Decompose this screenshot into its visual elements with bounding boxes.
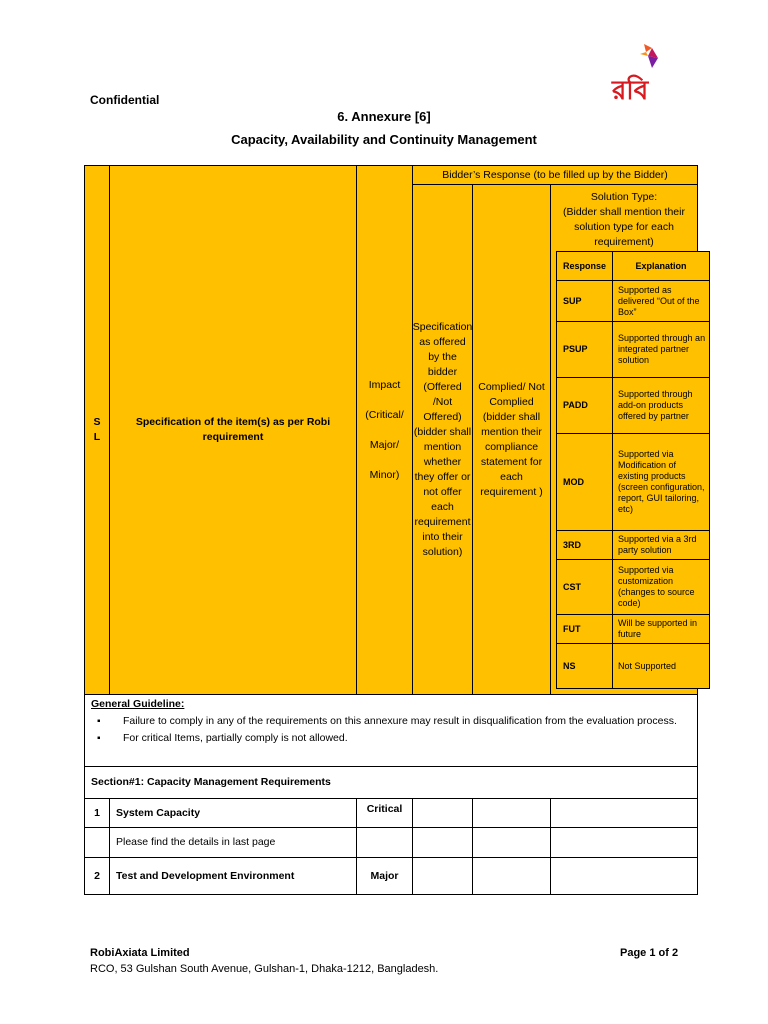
table-row-sl: 2 [84, 857, 110, 895]
solution-code: PADD [556, 377, 613, 434]
solution-type-input-cell[interactable] [550, 798, 698, 828]
confidential-label: Confidential [90, 93, 160, 107]
solution-code: SUP [556, 280, 613, 322]
solution-explanation: Will be supported in future [612, 614, 710, 644]
table-row-sl: 1 [84, 798, 110, 828]
solution-code: FUT [556, 614, 613, 644]
robi-logo [612, 42, 662, 104]
annexure-title: 6. Annexure [6] [337, 109, 431, 124]
section-title: Section#1: Capacity Management Requirements [84, 766, 698, 799]
page-number: Page 1 of 2 [620, 947, 679, 959]
solution-type-input-cell[interactable] [550, 857, 698, 895]
complied-input-cell[interactable] [472, 798, 551, 828]
solution-type-header: Solution Type: (Bidder shall mention their solution type for each requirement) [550, 184, 698, 695]
bidder-response-header [412, 165, 698, 185]
guideline-list [91, 713, 691, 747]
logo-text: রবি [612, 76, 649, 106]
bidder-response-text: Bidder’s Response (to be filled up by the Bidder) [442, 168, 668, 181]
solution-explanation: Supported through add-on products offered by partner [612, 377, 710, 434]
explanation-col-header: Explanation [612, 251, 710, 281]
footer-address: RCO, 53 Gulshan South Avenue, Gulshan-1, Dhaka-1212, Bangladesh. [90, 963, 439, 975]
solution-explanation: Supported via a 3rd party solution [612, 530, 710, 560]
response-col-header: Response [556, 251, 613, 281]
impact-header [356, 165, 413, 695]
solution-explanation: Supported through an integrated partner solution [612, 321, 710, 378]
solution-explanation: Supported via customization (changes to source code) [612, 559, 710, 615]
solution-code: NS [556, 643, 613, 689]
impact-header-text: Impact (Critical/ Major/ Minor) [365, 379, 404, 481]
solution-code: PSUP [556, 321, 613, 378]
complied-input-cell[interactable] [472, 857, 551, 895]
sl-header-text: S L [93, 416, 101, 443]
table-row-item: System Capacity [109, 798, 357, 828]
offered-input-cell[interactable] [412, 798, 473, 828]
solution-explanation: Not Supported [612, 643, 710, 689]
guideline-item: ▪ Failure to comply in any of the requirements on this annexure may result in disqualification from the evaluation process. [105, 713, 691, 730]
guideline-heading: General Guideline: [91, 698, 185, 710]
page-title: Capacity, Availability and Continuity Management [231, 132, 537, 147]
solution-type-input-cell[interactable] [550, 827, 698, 858]
offered-header: Specification as offered by the bidder (Offered /Not Offered) (bidder shall mention whether they offer or not offer each requirement into their solution) [412, 184, 473, 695]
complied-header: Complied/ Not Complied (bidder shall mention their compliance statement for each requirement ) [472, 184, 551, 695]
footer-company: RobiAxiata Limited [90, 947, 190, 959]
solution-code: CST [556, 559, 613, 615]
solution-explanation: Supported as delivered “Out of the Box” [612, 280, 710, 322]
solution-code: 3RD [556, 530, 613, 560]
complied-input-cell[interactable] [472, 827, 551, 858]
offered-input-cell[interactable] [412, 827, 473, 858]
table-row-impact: Major [356, 857, 413, 895]
solution-explanation: Supported via Modification of existing products (screen configuration, report, GUI tailoring, etc) [612, 433, 710, 531]
solution-code: MOD [556, 433, 613, 531]
table-row-sl [84, 827, 110, 858]
table-row-item: Test and Development Environment [109, 857, 357, 895]
table-row-impact: Critical [356, 798, 413, 828]
general-guideline [84, 694, 698, 767]
table-row-impact [356, 827, 413, 858]
table-row-item: Please find the details in last page [109, 827, 357, 858]
offered-input-cell[interactable] [412, 857, 473, 895]
sl-header [84, 165, 110, 695]
spec-header: Specification of the item(s) as per Robi requirement [109, 165, 357, 695]
guideline-item: ▪ For critical Items, partially comply is not allowed. [105, 730, 691, 747]
